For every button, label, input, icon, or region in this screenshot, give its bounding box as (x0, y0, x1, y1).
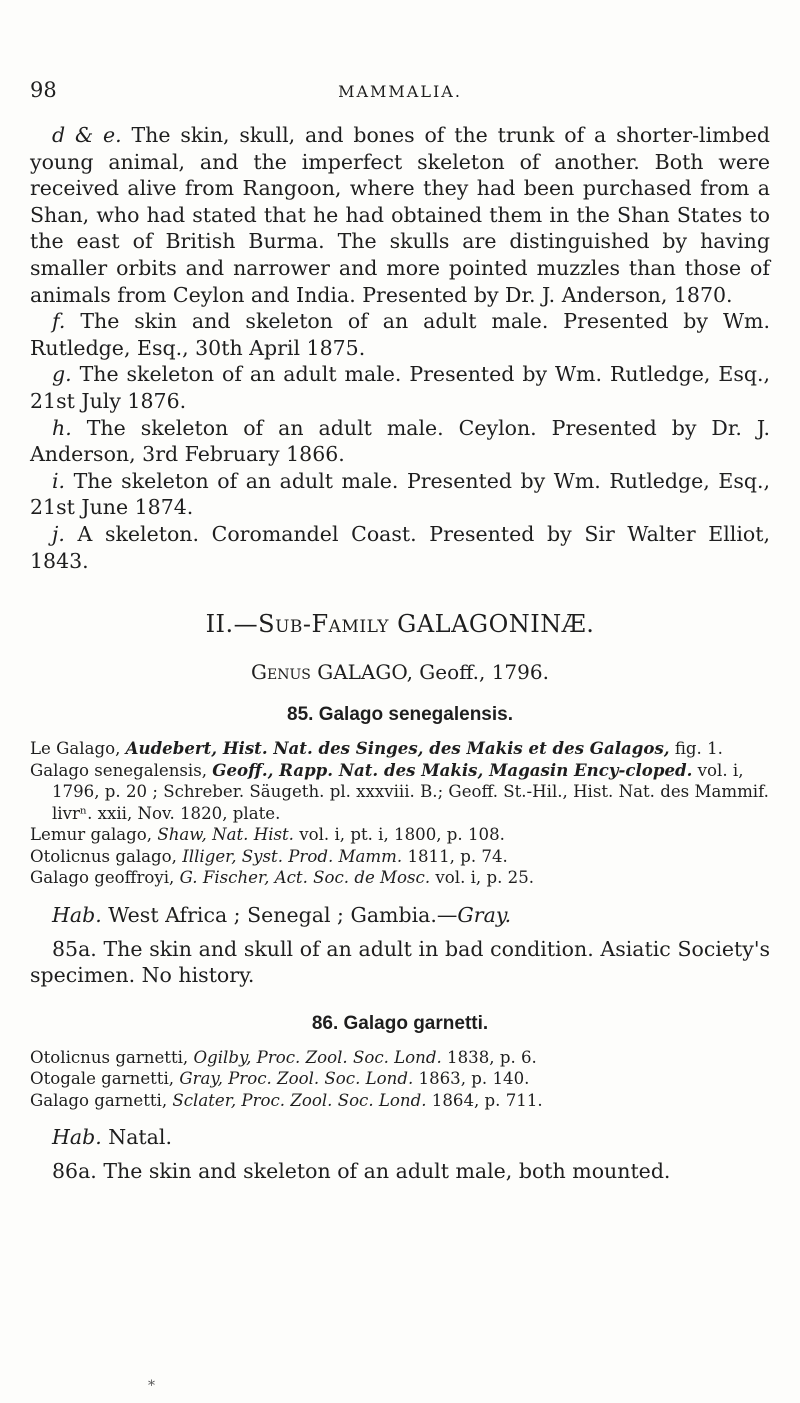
entry-label: i. (52, 468, 66, 493)
synonym-line: Le Galago, Audebert, Hist. Nat. des Singes, des Makis et des Galagos, fig. 1. (30, 738, 723, 759)
entry-i (30, 468, 770, 521)
footer-mark: * (148, 1378, 155, 1394)
entry-label: h. (52, 415, 72, 440)
synonym-line: Galago garnetti, Sclater, Proc. Zool. Soc. Lond. 1864, p. 711. (30, 1090, 543, 1110)
entry-label: j. (52, 521, 65, 546)
page-header (30, 78, 770, 108)
synonym-line: Lemur galago, Shaw, Nat. Hist. vol. i, pt. i, 1800, p. 108. (30, 825, 505, 845)
page-body (30, 122, 770, 1185)
entry-text: The skeleton of an adult male. Ceylon. Presented by Dr. J. Anderson, 3rd February 1866. (30, 415, 770, 467)
genus-heading (30, 660, 770, 684)
running-head: MAMMALIA. (338, 82, 462, 101)
page-number: 98 (30, 78, 57, 102)
entry-f (30, 308, 770, 361)
entry-text: The skin and skeleton of an adult male. Presented by Wm. Rutledge, Esq., 30th April 1875. (30, 309, 770, 360)
entry-de (30, 122, 770, 308)
entry-label: g. (52, 362, 72, 387)
entry-j (30, 521, 770, 574)
subfamily-name: GALAGONINÆ. (397, 610, 595, 639)
synonymy-85 (30, 738, 770, 889)
entry-text: The skeleton of an adult male. Presented by Wm. Rutledge, Esq., 21st July 1876. (30, 362, 770, 413)
genus-label: Genus (251, 660, 311, 685)
synonymy-86 (30, 1047, 770, 1112)
habitat-85: Hab. West Africa ; Senegal ; Gambia.—Gray. (52, 902, 512, 927)
entry-label: f. (52, 309, 66, 334)
subfamily-prefix: II.— (205, 610, 259, 639)
entry-text: The skin, skull, and bones of the trunk of a shorter-limbed young animal, and the imperfect skeleton of another. Both were received alive from Rangoon, where they had been purchased from a Shan, who had stated that he had obtained them in the Shan States to the east of British Burma. The skulls are distinguished by having smaller orbits and narrower and more pointed muzzles than those of animals from Ceylon and India. Presented by Dr. J. Anderson, 1870. (30, 123, 770, 307)
species-title-85: 85. Galago senegalensis. (287, 704, 513, 726)
entry-g (30, 361, 770, 414)
specimen-85a: 85a. The skin and skull of an adult in bad condition. Asiatic Society's specimen. No history. (30, 936, 770, 988)
synonym-line: Otogale garnetti, Gray, Proc. Zool. Soc. Lond. 1863, p. 140. (30, 1069, 530, 1089)
synonym-line: Galago geoffroyi, G. Fischer, Act. Soc. de Mosc. vol. i, p. 25. (30, 868, 535, 888)
entry-text: A skeleton. Coromandel Coast. Presented by Sir Walter Elliot, 1843. (30, 521, 770, 573)
habitat-86: Hab. Natal. (52, 1125, 172, 1150)
entry-h (30, 415, 770, 468)
synonym-line: Otolicnus garnetti, Ogilby, Proc. Zool. Soc. Lond. 1838, p. 6. (30, 1047, 537, 1067)
species-title-86: 86. Galago garnetti. (311, 1012, 489, 1034)
synonym-line: Galago senegalensis, Geoff., Rapp. Nat. des Makis, Magasin Ency-cloped. vol. i, 1796, p. 20 ; Schreber. Säugeth. pl. xxxviii. B.; Geoff. St.-Hil., Hist. Nat. des Mammif. livrⁿ. xxii, Nov. 1820, plate. (30, 759, 769, 823)
subfamily-heading (30, 610, 770, 638)
synonym-line: Otolicnus galago, Illiger, Syst. Prod. Mamm. 1811, p. 74. (30, 846, 508, 866)
specimen-86a: 86a. The skin and skeleton of an adult male, both mounted. (52, 1159, 671, 1184)
genus-name: GALAGO, Geoff., 1796. (317, 660, 549, 685)
entry-label: d & e. (52, 123, 122, 147)
entry-text: The skeleton of an adult male. Presented by Wm. Rutledge, Esq., 21st June 1874. (30, 468, 770, 520)
subfamily-label: Sub-Family (258, 610, 390, 639)
